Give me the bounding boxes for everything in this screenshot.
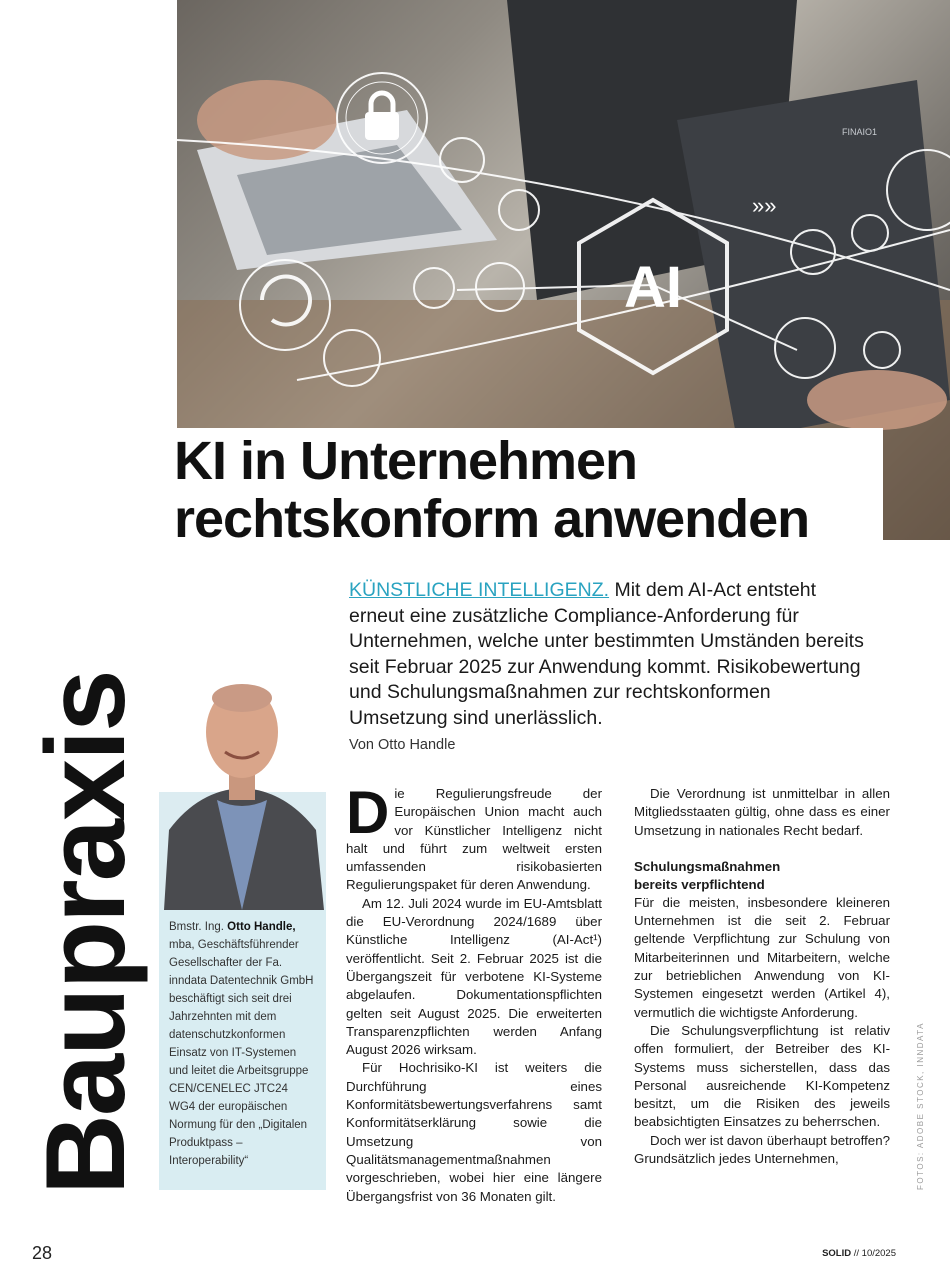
subheading <box>634 858 890 894</box>
footer-separator: // <box>851 1248 862 1259</box>
ai-label: AI <box>624 255 682 320</box>
lock-icon <box>365 93 399 140</box>
paragraph-2: Am 12. Juli 2024 wurde im EU-Amtsblatt die EU-Verordnung 2024/1689 über Künstliche Intelligenz (AI-Act¹) veröffentlicht. Seit 2. Februar 2025 ist die Übergangszeit für verbotene KI-Systeme abgelaufen. Dokumentationspflichten gelten seit August 2025. Die erweiterten Transparenzpflichten werden Anfang August 2026 wirksam. <box>346 895 602 1058</box>
body-column-2 <box>634 785 890 1168</box>
title-line-2: rechtskonform anwenden <box>174 489 810 549</box>
paragraph-7: Doch wer ist davon überhaupt betroffen? Grundsätzlich jedes Unternehmen, <box>634 1132 890 1167</box>
author-caption <box>159 910 326 1190</box>
article-lead <box>349 578 869 731</box>
photo-credit: FOTOS: ADOBE STOCK, INNDATA <box>916 1022 925 1190</box>
hand-right <box>807 370 947 430</box>
paragraph-6: Die Schulungsverpflichtung ist relativ offen formuliert, der Betreiber des KI-Systems muss sicherstellen, dass das Personal ausreichende KI-Kompetenz besitzt, um die Risiken des jeweils beabsichtigten Einsatzes zu beherrschen. <box>634 1022 890 1130</box>
paragraph-4: Die Verordnung ist unmittelbar in allen Mitgliedsstaaten gültig, ohne dass es einer Umsetzung in nationales Recht bedarf. <box>634 786 890 838</box>
hand-left <box>197 80 337 160</box>
section-label: Baupraxis <box>23 671 148 1195</box>
cloud-download-circle <box>440 138 484 182</box>
body-column-1 <box>346 779 602 1206</box>
byline: Von Otto Handle <box>349 737 456 753</box>
lead-kicker[interactable]: KÜNSTLICHE INTELLIGENZ. <box>349 579 610 601</box>
author-portrait <box>159 670 326 910</box>
paragraph-1-text: ie Regulierungsfreude der Europäischen Union macht auch vor Künstlicher Intelligenz nicht halt und führt zum weltweit ersten umfassenden risikobasierten Regulierungspaket für deren Anwendung. <box>346 786 602 893</box>
magazine-name: SOLID <box>822 1248 852 1259</box>
paragraph-5: Für die meisten, insbesondere kleineren Unternehmen ist die seit 2. Februar geltende Verpflichtung zur Schulung von Mitarbeiterinnen und Mitarbeitern, welche zur betrieblichen Anwendung von KI-Systemen eingesetzt werden (Artikel 4), vermutlich die wichtigste Anforderung. <box>634 894 890 1020</box>
drop-cap: D <box>346 779 390 846</box>
issue-number: 10/2025 <box>861 1248 896 1259</box>
title-line-1: KI in Unternehmen <box>174 431 638 491</box>
page-number: 28 <box>32 1243 53 1263</box>
paragraph-1 <box>346 779 602 895</box>
author-name: Otto Handle, <box>227 921 296 933</box>
screen-label: FINAIO1 <box>842 127 878 137</box>
subheading-line-2: bereits verpflichtend <box>634 876 765 892</box>
magazine-footer <box>822 1248 896 1259</box>
paragraph-3: Für Hochrisiko-KI ist weiters die Durchführung eines Konformitätsbewertungsverfahrens samt Konformitätserklärung sowie die Umsetzung von Qualitätsmanagementmaßnahmen vorgeschrieben, wobei hier eine längere Übergangsfrist von 36 Monaten gilt. <box>346 1060 602 1204</box>
author-prefix: Bmstr. Ing. <box>169 921 228 933</box>
author-photo <box>159 670 326 910</box>
subheading-line-1: Schulungsmaßnahmen <box>634 858 781 874</box>
author-bio: mba, Geschäftsführender Gesellschafter der Fa. inndata Datentechnik GmbH beschäftigt sich seit drei Jahrzehnten mit dem datenschutzkonformen Einsatz von IT-Systemen und leitet die Arbeitsgruppe CEN/CENELEC JTC24 WG4 der europäischen Normung für den „Digitalen Produktpass – Interoperability“ <box>169 939 314 1167</box>
lead-text: Mit dem AI-Act entsteht erneut eine zusätzliche Compliance-Anforderung für Unternehmen, welche unter bestimmten Umständen bereits seit Februar 2025 zur Anwendung kommt. Risikobewertung und Schulungsmaßnahmen zur rechtskonformen Umsetzung sind unerlässlich. <box>349 579 864 729</box>
chevrons-icon: »» <box>752 193 777 218</box>
article-title <box>174 432 884 548</box>
